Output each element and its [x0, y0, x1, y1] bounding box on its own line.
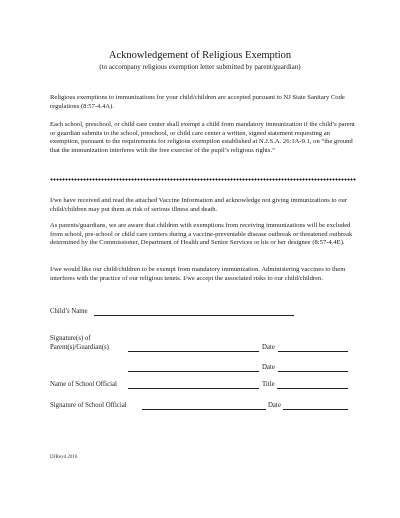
parent-signature-field-1[interactable] [128, 351, 259, 352]
date-label-1: Date [262, 344, 275, 351]
date-field-2[interactable] [278, 371, 348, 372]
date-label-2: Date [262, 364, 275, 371]
paragraph-sanitary-code: Religious exemptions to immunizations for your child/children are accepted pursuant to NJ State Sanitary Code regulations (8:57-4.4A). [50, 94, 345, 110]
school-official-signature-label: Signature of School Official [50, 402, 127, 409]
title-field[interactable] [277, 388, 348, 389]
child-name-field[interactable] [94, 315, 294, 316]
document-subtitle: (to accompany religious exemption letter submitted by parent/guardian) [99, 63, 301, 71]
paragraph-exemption-rule: Each school, preschool, or child care center shall exempt a child from mandatory immunization if the child’s parent or guardian submits to the school, preschool, or child care center a written, signed statement requesting an exemption, pursuant to the requirements for religious exemption established at N.J.S.A. 26:1A-9.1, on “the ground that the immunization interferes with the free exercise of the pupil’s religious rights.” [50, 121, 355, 154]
date-label-3: Date [268, 402, 281, 409]
parent-signature-field-2[interactable] [128, 371, 259, 372]
signature-label-line2: Parent(s)/Guardian(s) [50, 344, 109, 351]
paragraph-exemption-request: I/we would like our child/children to be exempt from mandatory immunization. Administering vaccines to them interferes with the practice of our religious tenets. I/we accept the associated risks to our child/children. [50, 266, 346, 282]
dotted-divider [50, 178, 356, 181]
child-name-label: Child’s Name [50, 308, 88, 315]
document-title: Acknowledgement of Religious Exemption [108, 50, 292, 61]
date-field-3[interactable] [283, 409, 348, 410]
title-label: Title [262, 381, 275, 388]
paragraph-vaccine-info: I/we have received and read the attached Vaccine Information and acknowledge not giving immunizations to our child/children may put them at risk of serious illness and death. [50, 197, 348, 213]
school-official-name-field[interactable] [128, 388, 259, 389]
school-official-name-label: Name of School Official [50, 381, 117, 388]
footer-code: DJReyd 2016 [50, 455, 78, 460]
school-official-signature-field[interactable] [142, 409, 266, 410]
signature-label-line1: Signature(s) of [50, 335, 91, 342]
paragraph-outbreak-exclusion: As parents/guardians, we are aware that children with exemptions from receiving immunizations will be excluded from school, pre-school or child care centers during a vaccine-preventable disease outbreak or threatened outbreak determined by the Commissioner, Department of Health and Senior Services or his or her designee (8:57-4.4E). [50, 222, 353, 247]
date-field-1[interactable] [278, 351, 348, 352]
